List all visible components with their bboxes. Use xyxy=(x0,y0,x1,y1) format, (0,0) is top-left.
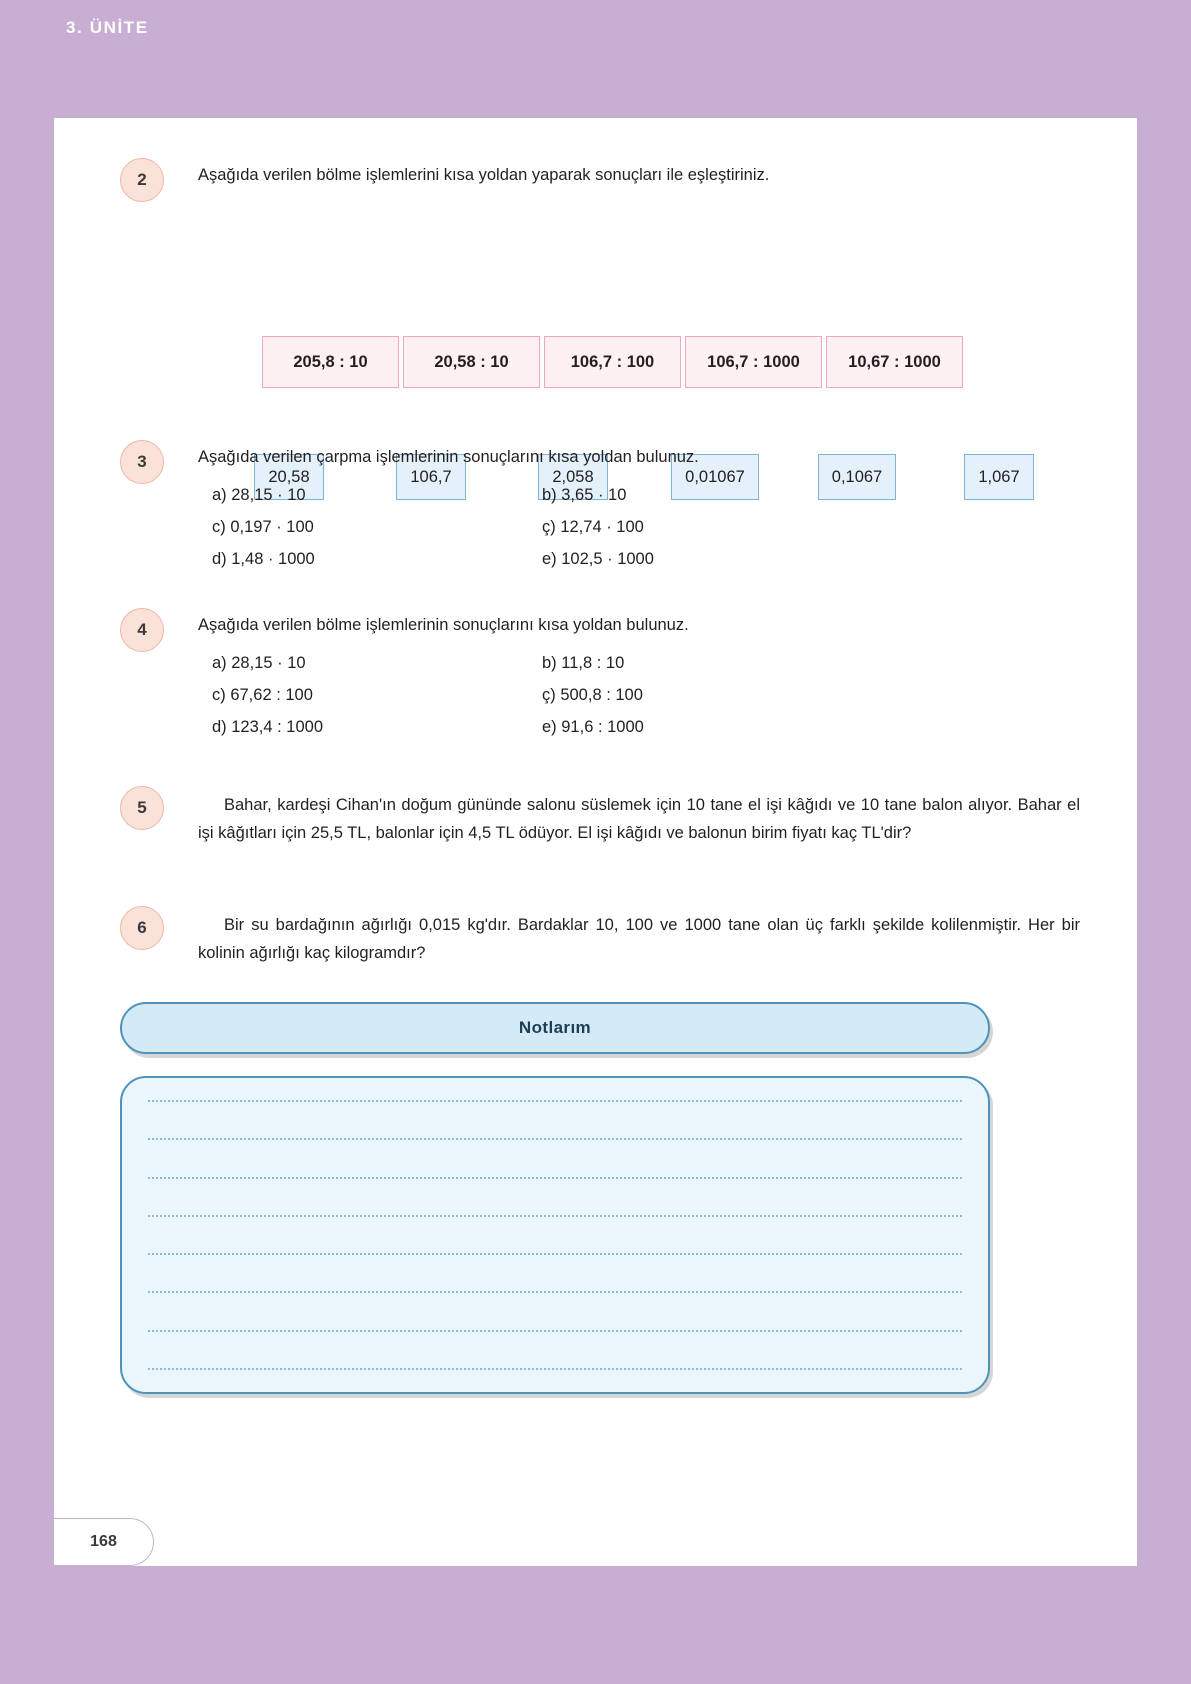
unit-header-band xyxy=(54,58,1137,118)
unit-title: 3. ÜNİTE xyxy=(66,18,149,37)
exercise-item: e) 91,6 : 1000 xyxy=(542,717,644,736)
content-sheet xyxy=(54,118,1137,1566)
exercise-6-body xyxy=(198,906,1080,967)
exercise-6 xyxy=(120,906,1080,967)
notes-title: Notlarım xyxy=(518,1018,592,1037)
notes-dotted-lines xyxy=(148,1100,962,1370)
exercise-item: a) 28,15 · 10 xyxy=(212,485,306,504)
exercise-number-badge: 4 xyxy=(120,608,164,652)
exercise-5-body xyxy=(198,786,1080,847)
note-line xyxy=(148,1138,962,1140)
exercise-item: ç) 12,74 · 100 xyxy=(542,517,644,536)
exercise-4-items xyxy=(212,654,1080,737)
exercise-5-text: Bahar, kardeşi Cihan'ın doğum gününde salonu süslemek için 10 tane el işi kâğıdı ve 10 tane balon alıyor. Bahar el işi kâğıtları için 25,5 TL, balonlar için 4,5 TL ödüyor. El işi kâğıdı ve balonun birim fiyatı kaç TL'dir? xyxy=(198,796,1080,842)
page-frame-right xyxy=(1137,0,1191,1684)
note-line xyxy=(148,1253,962,1255)
note-line xyxy=(148,1100,962,1102)
operation-box[interactable]: 20,58 : 10 xyxy=(403,336,540,388)
exercise-number-badge: 6 xyxy=(120,906,164,950)
exercise-2-prompt: Aşağıda verilen bölme işlemlerini kısa yoldan yaparak sonuçları ile eşleştiriniz. xyxy=(198,166,770,184)
exercise-number-badge: 3 xyxy=(120,440,164,484)
division-operation-boxes xyxy=(262,336,963,388)
note-line xyxy=(148,1330,962,1332)
exercise-4 xyxy=(120,608,1080,737)
page-frame-top xyxy=(0,0,1191,58)
exercise-item: e) 102,5 · 1000 xyxy=(542,549,654,568)
operation-box[interactable]: 10,67 : 1000 xyxy=(826,336,963,388)
notes-title-banner xyxy=(120,1002,990,1054)
exercise-item: a) 28,15 · 10 xyxy=(212,653,306,672)
exercise-item: c) 67,62 : 100 xyxy=(212,685,313,704)
page-frame-left xyxy=(0,0,54,1684)
result-box[interactable]: 0,1067 xyxy=(818,454,896,500)
operation-box[interactable]: 106,7 : 100 xyxy=(544,336,681,388)
exercise-item: c) 0,197 · 100 xyxy=(212,517,314,536)
note-line xyxy=(148,1177,962,1179)
exercise-6-text: Bir su bardağının ağırlığı 0,015 kg'dır. Bardaklar 10, 100 ve 1000 tane olan üç farklı şekilde kolilenmiştir. Her bir kolinin ağırlığı kaç kilogramdır? xyxy=(198,916,1080,962)
result-box[interactable]: 2,058 xyxy=(538,454,607,500)
note-line xyxy=(148,1368,962,1370)
exercise-5 xyxy=(120,786,1080,847)
exercise-3-items xyxy=(212,486,1080,569)
exercise-item: d) 123,4 : 1000 xyxy=(212,717,324,736)
exercise-item: b) 3,65 · 10 xyxy=(542,485,627,504)
exercise-2 xyxy=(120,158,1080,188)
result-box[interactable]: 106,7 xyxy=(396,454,465,500)
exercise-4-prompt: Aşağıda verilen bölme işlemlerinin sonuçlarını kısa yoldan bulunuz. xyxy=(198,616,689,634)
exercise-4-body xyxy=(198,608,1080,737)
exercise-item: ç) 500,8 : 100 xyxy=(542,685,643,704)
exercise-number-badge: 2 xyxy=(120,158,164,202)
notes-writing-area[interactable] xyxy=(120,1076,990,1394)
operation-box[interactable]: 205,8 : 10 xyxy=(262,336,399,388)
page-frame-bottom xyxy=(0,1566,1191,1684)
result-box[interactable]: 0,01067 xyxy=(671,454,759,500)
exercise-3-body xyxy=(198,440,1080,569)
result-box[interactable]: 1,067 xyxy=(964,454,1033,500)
exercise-3-prompt: Aşağıda verilen çarpma işlemlerinin sonuçlarını kısa yoldan bulunuz. xyxy=(198,448,699,466)
exercise-3 xyxy=(120,440,1080,569)
result-box[interactable]: 20,58 xyxy=(254,454,323,500)
operation-box[interactable]: 106,7 : 1000 xyxy=(685,336,822,388)
note-line xyxy=(148,1291,962,1293)
exercise-2-body xyxy=(198,158,1080,188)
exercise-number-badge: 5 xyxy=(120,786,164,830)
exercise-item: d) 1,48 · 1000 xyxy=(212,549,315,568)
exercise-item: b) 11,8 : 10 xyxy=(542,653,625,672)
note-line xyxy=(148,1215,962,1217)
page-number-tab: 168 xyxy=(54,1518,154,1566)
